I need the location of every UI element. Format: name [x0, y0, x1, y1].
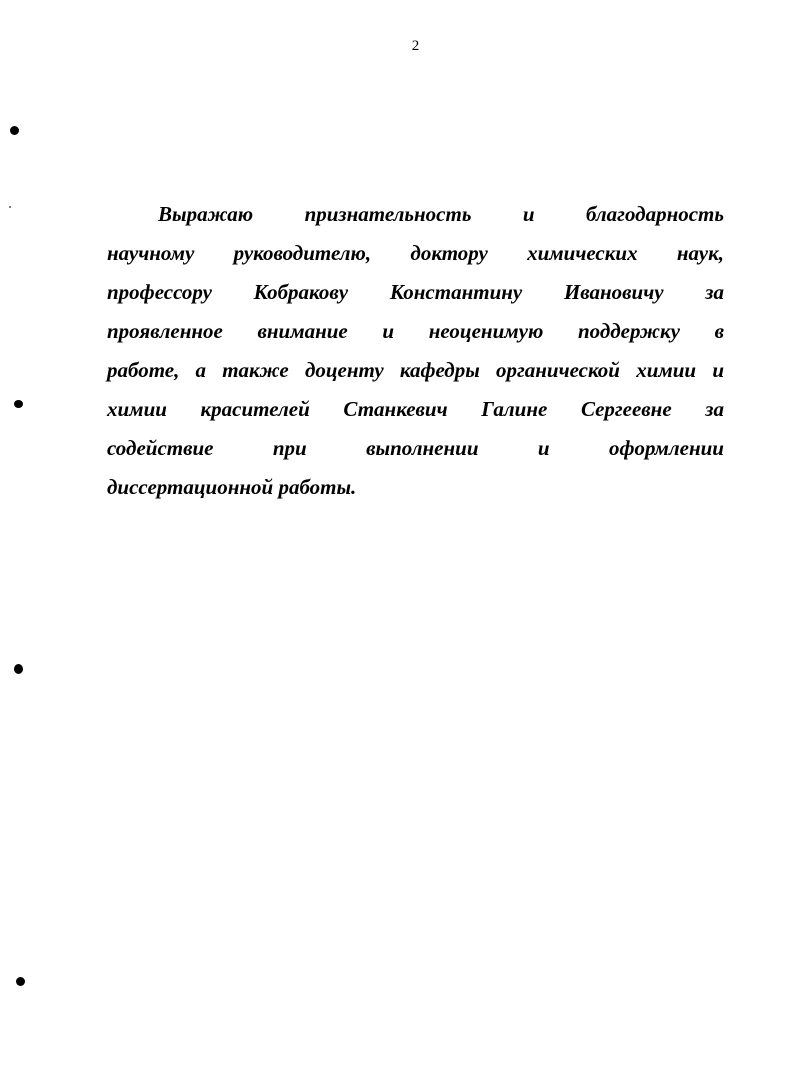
- binder-hole-mark: [16, 977, 25, 986]
- word: доктору: [410, 241, 488, 265]
- word: научному: [107, 241, 195, 265]
- word: органической: [495, 358, 620, 382]
- word: и: [712, 358, 724, 382]
- word: руководителю,: [233, 241, 372, 265]
- word: красителей: [200, 397, 310, 421]
- word: работе,: [107, 358, 180, 382]
- binder-hole-mark: [10, 126, 19, 135]
- word: выполнении: [366, 436, 479, 460]
- text-line: [107, 273, 724, 312]
- word: и: [537, 436, 550, 460]
- word: поддержку: [577, 319, 680, 343]
- word: оформлении: [608, 436, 724, 460]
- word: и: [522, 202, 535, 226]
- text-line: [107, 390, 724, 429]
- text-line: [107, 468, 724, 507]
- text-line: [107, 429, 724, 468]
- binder-hole-mark: [14, 664, 23, 674]
- word: профессору: [107, 280, 212, 304]
- word: в: [714, 319, 724, 343]
- word: Ивановичу: [563, 280, 664, 304]
- word: а: [195, 358, 207, 382]
- word: за: [705, 397, 724, 421]
- acknowledgement-paragraph: [107, 195, 724, 507]
- word: благодарность: [585, 202, 724, 226]
- word: содействие: [107, 436, 214, 460]
- word: химии: [107, 397, 167, 421]
- word: диссертационной: [107, 475, 274, 499]
- text-line: [107, 312, 724, 351]
- word: Выражаю: [158, 202, 254, 226]
- text-line: [107, 234, 724, 273]
- word: доценту: [304, 358, 384, 382]
- word: внимание: [257, 319, 348, 343]
- word: Станкевич: [343, 397, 448, 421]
- page-number: 2: [411, 38, 420, 54]
- word: Сергеевне: [580, 397, 672, 421]
- word: при: [272, 436, 307, 460]
- word: за: [705, 280, 724, 304]
- word: Кобракову: [253, 280, 349, 304]
- word: неоценимую: [428, 319, 544, 343]
- word: признательность: [304, 202, 472, 226]
- text-line: [107, 195, 724, 234]
- text-line: [107, 351, 724, 390]
- binder-hole-mark: [14, 400, 23, 408]
- word: и: [382, 319, 395, 343]
- word: химии: [636, 358, 697, 382]
- word: наук,: [676, 241, 724, 265]
- word: химических: [527, 241, 638, 265]
- word: Константину: [389, 280, 523, 304]
- scan-speck: [9, 206, 11, 208]
- word: также: [222, 358, 289, 382]
- word: кафедры: [399, 358, 480, 382]
- word: работы.: [278, 475, 357, 499]
- word: Галине: [481, 397, 548, 421]
- word: проявленное: [107, 319, 223, 343]
